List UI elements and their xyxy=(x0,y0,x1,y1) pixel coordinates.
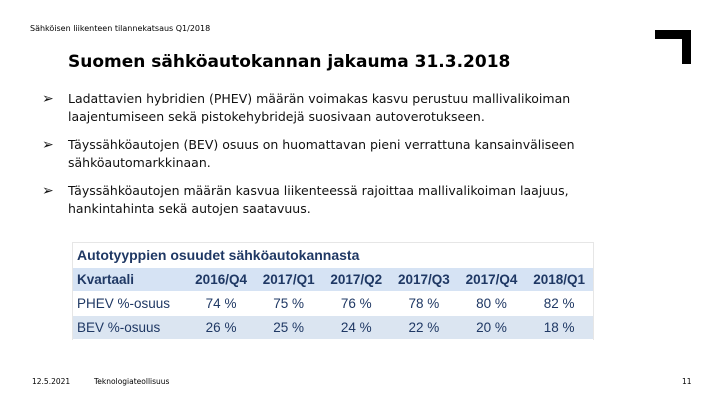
bullet-item xyxy=(42,182,642,218)
share-table xyxy=(72,242,594,340)
table-header-cell: 2017/Q4 xyxy=(458,268,526,292)
table-header-cell: 2017/Q1 xyxy=(255,268,323,292)
bullet-item xyxy=(42,136,642,172)
table-cell: 75 % xyxy=(255,292,323,316)
table-header-cell: Kvartaali xyxy=(73,268,187,292)
footer-date: 12.5.2021 xyxy=(32,377,71,386)
table-header-cell: 2017/Q3 xyxy=(390,268,458,292)
row-label: BEV %-osuus xyxy=(73,316,187,340)
table-cell: 78 % xyxy=(390,292,458,316)
table-title: Autotyyppien osuudet sähköautokannasta xyxy=(73,243,593,268)
table-cell: 24 % xyxy=(322,316,390,340)
table-cell: 76 % xyxy=(322,292,390,316)
row-label: PHEV %-osuus xyxy=(73,292,187,316)
arrow-right-icon: ➢ xyxy=(42,91,54,107)
table-cell: 20 % xyxy=(458,316,526,340)
table-cell: 82 % xyxy=(525,292,593,316)
table-row xyxy=(73,292,593,316)
bullet-text: Ladattavien hybridien (PHEV) määrän voimakas kasvu perustuu mallivalikoiman laajentumiseen sekä pistokehybridejä suosivaan autoverotukseen. xyxy=(68,91,571,124)
table-row xyxy=(73,316,593,340)
bullet-text: Täyssähköautojen (BEV) osuus on huomattavan pieni verrattuna kansainväliseen sähköautomarkkinaan. xyxy=(68,137,575,170)
footer-organization: Teknologiateollisuus xyxy=(94,377,170,386)
table-cell: 18 % xyxy=(525,316,593,340)
table-cell: 74 % xyxy=(187,292,255,316)
bullet-item xyxy=(42,90,642,126)
bullet-list xyxy=(42,90,642,228)
bullet-text: Täyssähköautojen määrän kasvua liikenteessä rajoittaa mallivalikoiman laajuus, hankintahinta sekä autojen saatavuus. xyxy=(68,183,569,216)
page-number: 11 xyxy=(682,377,692,386)
arrow-right-icon: ➢ xyxy=(42,183,54,199)
slide-subtitle: Sähköisen liikenteen tilannekatsaus Q1/2018 xyxy=(30,24,211,33)
slide-title: Suomen sähköautokannan jakauma 31.3.2018 xyxy=(68,52,511,72)
table-cell: 26 % xyxy=(187,316,255,340)
table-cell: 22 % xyxy=(390,316,458,340)
arrow-right-icon: ➢ xyxy=(42,137,54,153)
table-header-cell: 2017/Q2 xyxy=(322,268,390,292)
table-cell: 25 % xyxy=(255,316,323,340)
corner-bracket-logo xyxy=(655,30,691,64)
table-header-cell: 2018/Q1 xyxy=(525,268,593,292)
table-cell: 80 % xyxy=(458,292,526,316)
table-header-cell: 2016/Q4 xyxy=(187,268,255,292)
